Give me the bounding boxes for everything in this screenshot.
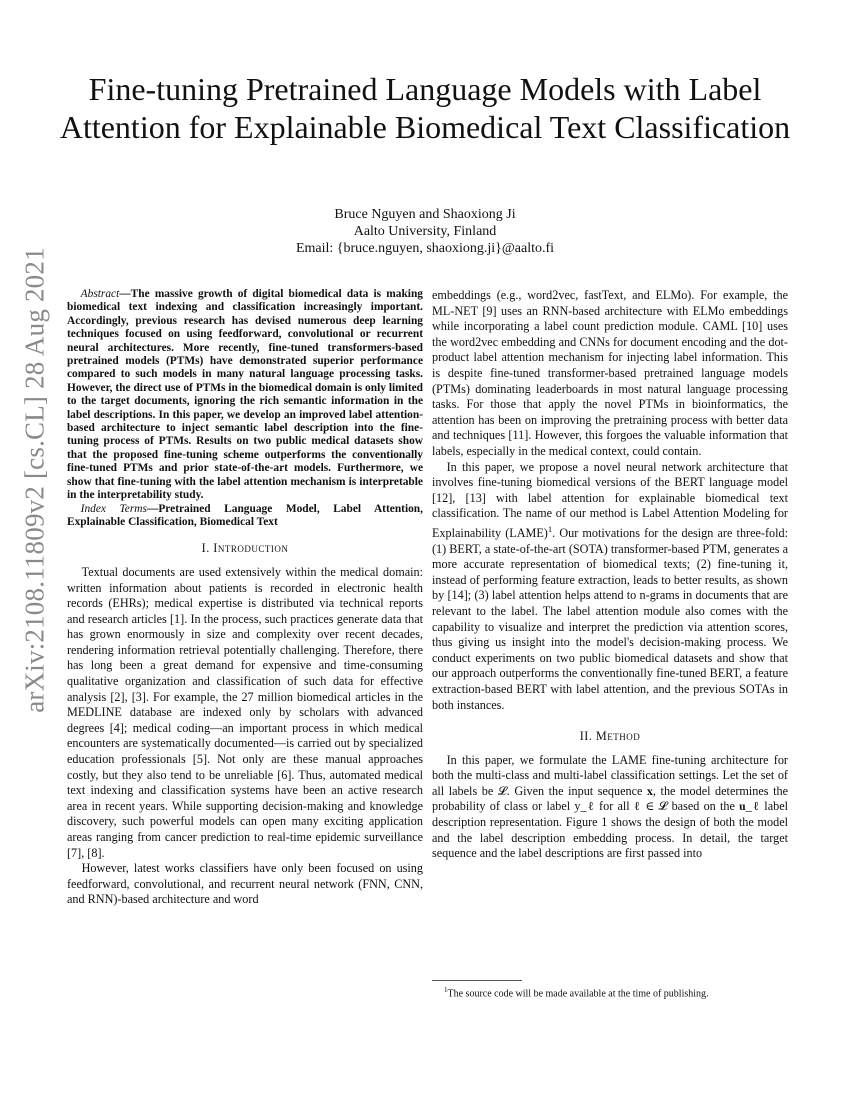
- section-heading-method: II. Method: [579, 729, 641, 744]
- intro-paragraph-3: [432, 460, 788, 714]
- footnote-rule: [432, 980, 522, 981]
- intro-p3-after: . Our motivations for the design are three-fold: (1) BERT, a state-of-the-art (SOTA) transformer-based PTM, generates a more accurate representation of biomedical texts; (2) fine-tuning it, instead of performing feature extraction, leads to better results, as shown by [14]; (3) label attention helps attend to n-grams in documents that are relevant to the label. The label attention module also comes with the capability to visualize and interpret the prediction via attention scores, thus giving us insight into the model's decision-making process. We conduct experiments on two public biomedical datasets and show that our approach outperforms the conventionally fine-tuned BERT, a feature extraction-based BERT with label attention, and the previous SOTAs in both instances.: [432, 525, 788, 712]
- paper-title: Fine-tuning Pretrained Language Models with Label Attention for Explainable Biomedical Text Classification: [59, 71, 791, 145]
- intro-paragraph-2: However, latest works classifiers have only been focused on using feedforward, convolutional, and recurrent neural network (FNN, CNN, and RNN)-based architecture and word: [67, 861, 423, 907]
- abstract-text: The massive growth of digital biomedical data is making biomedical text indexing and classification increasingly important. Accordingly, previous research has devised numerous deep learning techniques focused on using feedforward, convolutional or recurrent neural architectures. More recently, fine-tuned transformers-based pretrained models (PTMs) have demonstrated superior performance compared to such models in many natural language processing tasks. However, the direct use of PTMs in the biomedical domain is only limited to the target documents, ignoring the rich semantic information in the label descriptions. In this paper, we develop an improved label attention-based architecture to inject semantic label description into the fine-tuning process of PTMs. Results on two public medical datasets show that the proposed fine-tuning scheme outperforms the conventionally fine-tuned PTMs and prior state-of-the-art models. Furthermore, we show that fine-tuning with the label attention mechanism is interpretable in the interpretability study.: [67, 288, 423, 502]
- intro-paragraph-1: Textual documents are used extensively within the medical domain: written information about patients is recorded in electronic health records (EHRs); medical expertise is distributed via technical reports and research articles [1]. In the process, such practices generate data that has grown enormously in size and complexity over recent decades, rendering information retrieval potentially challenging. Therefore, there has long been a great demand for expensive and time-consuming qualitative organization and classification of such data for effective analysis [2], [3]. For example, the 27 million biomedical articles in the MEDLINE database are indexed only by scholars with advanced degrees [4]; medical coding—an important process in which medical encounters are systematically documented—is carried out by specialized education professionals [5]. Not only are these manual approaches costly, but they also tend to be unreliable [6]. Thus, automated medical text indexing and classification systems have been an active research area in recent years. While supporting decision-making and knowledge discovery, such powerful models can open many exciting application areas ranging from cancer prediction to real-time epidemic surveillance [7], [8].: [67, 564, 423, 860]
- arxiv-stamp-text: arXiv:2108.11809v2 [cs.CL] 28 Aug 2021: [19, 247, 50, 713]
- footnote-number: 1: [444, 986, 448, 994]
- author-affiliation: Aalto University, Finland: [353, 224, 497, 239]
- index-terms-label: Index Terms: [80, 502, 147, 515]
- author-email: Email: {bruce.nguyen, shaoxiong.ji}@aalto.fi: [295, 241, 555, 256]
- index-terms-text: Pretrained Language Model, Label Attention, Explainable Classification, Biomedical Text: [67, 502, 423, 528]
- footnote: [432, 984, 788, 1000]
- abstract: Abstract—The massive growth of digital biomedical data is making biomedical text indexing and classification increasingly important. Accordingly, previous research has devised numerous deep learning techniques focused on using feedforward, convolutional or recurrent neural architectures. More recently, fine-tuned transformers-based pretrained models (PTMs) have demonstrated superior performance compared to such models in many natural language processing tasks. However, the direct use of PTMs in the biomedical domain is only limited to the target documents, ignoring the rich semantic information in the label descriptions. In this paper, we develop an improved label attention-based architecture to inject semantic label description into the fine-tuning process of PTMs. Results on two public medical datasets show that the proposed fine-tuning scheme outperforms the conventionally fine-tuned PTMs and prior state-of-the-art models. Furthermore, we show that fine-tuning with the label attention mechanism is interpretable in the interpretability study.: [67, 288, 423, 502]
- footnote-text: The source code will be made available at the time of publishing.: [447, 988, 709, 1000]
- section-heading-introduction: I. Introduction: [201, 541, 289, 556]
- author-block: [50, 206, 800, 257]
- intro-paragraph-2-continued: embeddings (e.g., word2vec, fastText, and ELMo). For example, the ML-NET [9] uses an RNN-based architecture with ELMo embeddings while incorporating a label count prediction module. CAML [10] uses the word2vec embedding and CNNs for document encoding and the dot-product label attention mechanism for injecting label information. This is despite fine-tuned transformer-based pretrained language models (PTMs) dominating leaderboards in most natural language processing tasks. For those that apply the novel PTMs in bioinformatics, the attention has been on improving the pretraining process with better data and techniques [11]. However, this forgoes the valuable information that labels, especially in the medical context, could contain.: [432, 288, 788, 458]
- right-column: [432, 288, 788, 862]
- abstract-label: Abstract: [80, 288, 120, 300]
- left-column: [67, 288, 423, 908]
- author-names: Bruce Nguyen and Shaoxiong Ji: [334, 207, 516, 222]
- intro-p3-before: In this paper, we propose a novel neural network architecture that involves fine-tuning biomedical versions of the BERT language model [12], [13] with label attention for explainable biomedical text classification. The name of our method is: [432, 459, 788, 521]
- footnote-marker: 1: [547, 523, 553, 534]
- lame-method-name: Label Attention Modeling for Explainability (LAME): [432, 506, 788, 540]
- index-terms: Index Terms—Pretrained Language Model, Label Attention, Explainable Classification, Biomedical Text: [67, 502, 423, 528]
- method-paragraph-1: In this paper, we formulate the LAME fine-tuning architecture for both the multi-class and multi-label classification settings. Let the set of all labels be 𝓛. Given the input sequence 𝐱, the model determines the probability of class or label y_ℓ for all ℓ ∈ 𝓛 based on the 𝐮_ℓ label description representation. Figure 1 shows the design of both the model and the label description embedding process. In detail, the target sequence and the label descriptions are first passed into: [432, 752, 788, 861]
